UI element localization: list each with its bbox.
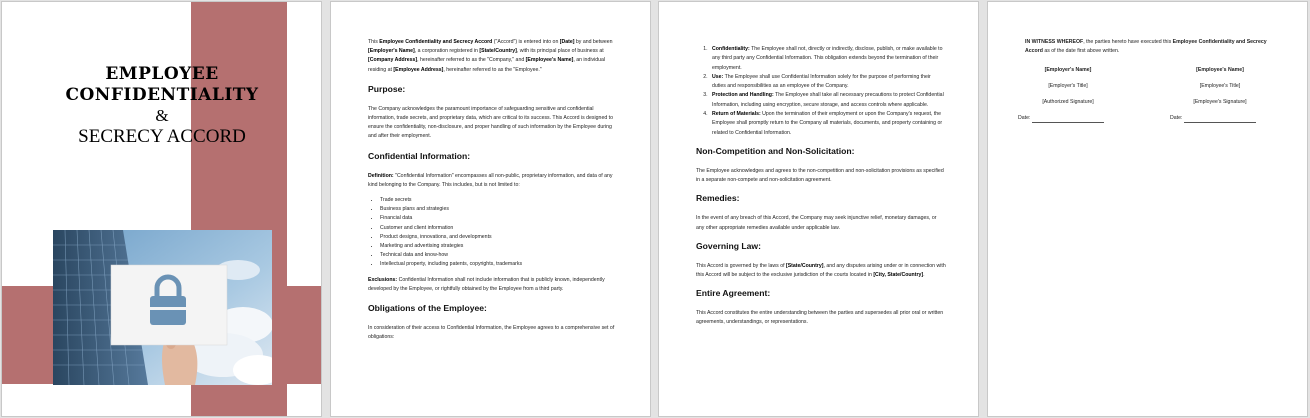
governing-law-text: This Accord is governed by the laws of [State/Country], and any disputes arising under or in connection with this Accord will be subject to the exclusive jurisdiction of the courts located in [City, State/Country]. bbox=[696, 262, 946, 278]
list-item: 4. Return of Materials: Upon the termination of their employment or upon the Company's request, the Employee shall promptly return to the Company all materials, documents, and property containing or related to Confidential Information. bbox=[709, 110, 946, 138]
confidential-info-heading: Confidential Information: bbox=[368, 150, 471, 161]
page-2 bbox=[330, 1, 651, 417]
noncompete-text: The Employee acknowledges and agrees to the non-competition and non-solicitation provisions as specified in a separate non-compete and non-solicitation agreement. bbox=[696, 167, 944, 184]
employer-signature-block bbox=[1018, 66, 1118, 130]
cover-photo-art bbox=[53, 230, 272, 385]
employer-signature: [Authorized Signature] bbox=[1042, 99, 1094, 105]
purpose-heading: Purpose: bbox=[368, 83, 406, 94]
obligations-heading: Obligations of the Employee: bbox=[368, 303, 487, 314]
date-line bbox=[1032, 117, 1104, 123]
list-item: • Intellectual property, including patents, copyrights, trademarks bbox=[380, 260, 618, 269]
exclusions-paragraph: Exclusions: Confidential Information shall not include information that is publicly known, independently developed by the Employee, or rightfully obtained by the Employee from a third party. bbox=[368, 276, 605, 292]
witness-paragraph: IN WITNESS WHEREOF, the parties hereto have executed this Employee Confidentiality and Secrecy Accord as of the date first above written. bbox=[1025, 39, 1267, 55]
entire-agreement-text: This Accord constitutes the entire understanding between the parties and supersedes all prior oral or written agreements, understandings, or representations. bbox=[696, 310, 944, 326]
intro-paragraph: This Employee Confidentiality and Secrecy Accord ("Accord") is entered into on [Date] by and between [Employer's Name], a corporation registered in [State/Country], with its principal place of business at [Company Address], hereinafter referred to as the "Company," and [Employee's Name], an individual residing at [Employee Address], hereinafter referred to as the "Employee." bbox=[368, 39, 613, 73]
employer-title: [Employer's Title] bbox=[1048, 83, 1088, 89]
employer-date: Date: bbox=[1018, 114, 1118, 130]
cover-title bbox=[42, 64, 282, 148]
list-item: • Product designs, innovations, and developments bbox=[380, 233, 618, 242]
remedies-text: In the event of any breach of this Accord, the Company may seek injunctive relief, monetary damages, or any other appropriate remedies available under applicable law. bbox=[696, 215, 937, 231]
page-3 bbox=[658, 1, 979, 417]
list-item: • Business plans and strategies bbox=[380, 205, 618, 214]
list-item: • Trade secrets bbox=[380, 196, 618, 205]
obligations-text: In consideration of their access to Confidential Information, the Employee agrees to a comprehensive set of obligations: bbox=[368, 325, 615, 341]
list-item: • Financial data bbox=[380, 214, 618, 223]
employee-title: [Employee's Title] bbox=[1199, 83, 1241, 89]
page-3-body bbox=[696, 45, 946, 334]
list-item: 3. Protection and Handling: The Employee shall take all necessary precautions to protect Confidential Information, including using encryption, secure storage, and access controls where applicable. bbox=[709, 91, 946, 110]
confidential-info-list bbox=[380, 196, 618, 270]
definition-paragraph: Definition: "Confidential Information" encompasses all non-public, proprietary information, and data of any kind belonging to the Company. This includes, but is not limited to: bbox=[368, 172, 613, 188]
list-item: • Technical data and know-how bbox=[380, 251, 618, 260]
entire-agreement-heading: Entire Agreement: bbox=[696, 288, 771, 299]
employee-name: [Employee's Name] bbox=[1196, 67, 1244, 73]
employer-name: [Employer's Name] bbox=[1044, 67, 1092, 73]
list-item: • Customer and client information bbox=[380, 224, 618, 233]
obligations-list bbox=[709, 45, 946, 138]
cover-page bbox=[1, 1, 322, 417]
employee-date: Date: bbox=[1170, 114, 1270, 130]
page-4 bbox=[987, 1, 1308, 417]
title-line-1: EMPLOYEE bbox=[105, 64, 219, 84]
list-item: 2. Use: The Employee shall use Confidential Information solely for the purpose of performing their duties and responsibilities as an employee of the Company. bbox=[709, 73, 946, 92]
list-item: • Marketing and advertising strategies bbox=[380, 242, 618, 251]
cover-photo bbox=[53, 230, 272, 385]
remedies-heading: Remedies: bbox=[696, 193, 740, 204]
governing-law-heading: Governing Law: bbox=[696, 240, 761, 251]
title-ampersand: & bbox=[155, 106, 169, 125]
noncompete-heading: Non-Competition and Non-Solicitation: bbox=[696, 145, 855, 156]
employee-signature-block bbox=[1170, 66, 1270, 130]
employee-signature: [Employee's Signature] bbox=[1193, 99, 1247, 105]
title-line-2: CONFIDENTIALITY bbox=[65, 85, 259, 105]
page-2-body bbox=[368, 38, 618, 348]
list-item: 1. Confidentiality: The Employee shall not, directly or indirectly, disclose, publish, or make available to any third party any Confidential Information. This obligation extends beyond the termination of their employment. bbox=[709, 45, 946, 73]
title-subtitle: SECRECY ACCORD bbox=[78, 126, 246, 147]
date-line bbox=[1184, 117, 1256, 123]
purpose-text: The Company acknowledges the paramount importance of safeguarding sensitive and confidential information, trade secrets, and proprietary data, which are critical to its success. This Accord is designed to ensure the confidentiality, non-disclosure, and proper handling of such information by the Employee during and after their employment. bbox=[368, 105, 613, 140]
